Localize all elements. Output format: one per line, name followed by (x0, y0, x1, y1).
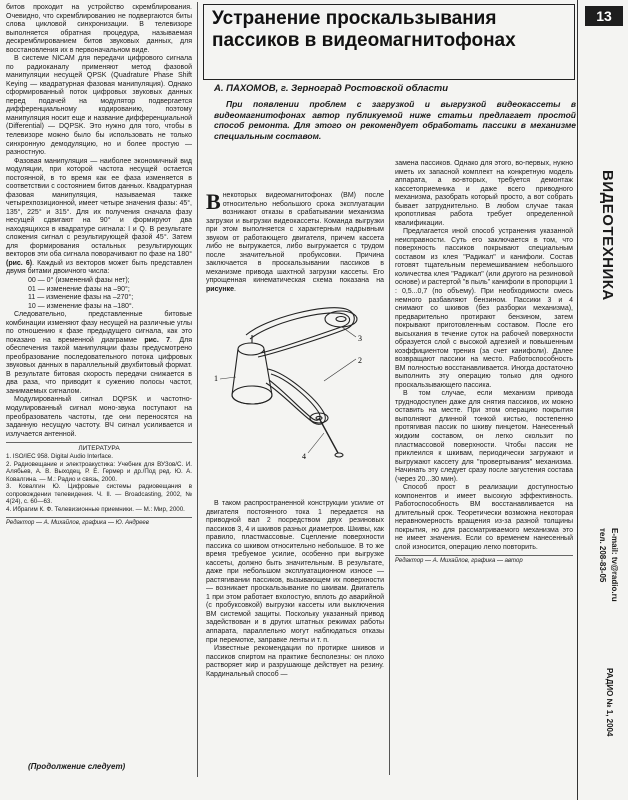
section-label: ВИДЕОТЕХНИКА (599, 170, 616, 301)
issue-label: РАДИО № 1, 2004 (605, 668, 614, 737)
left-paragraph: Модулированный сигнал DQPSK и частотно-модулированный сигнал моно-звука поступают на преобразователь частоты, где они переносятся на заданную несущую частоту. ВЧ сигнал усиливается и излучается антенной. (6, 396, 192, 438)
right-paragraph: В том случае, если механизм привода труднодоступен даже для снятия пассиков, их можно оставить на месте. При этом операцию покрытия выполняют длинной тонкой кистью, постепенно протягивая пассик по шкиву пинцетом. Нанесенный жидким составом, он легко скользит по пластмассовой поверхности. Чтобы пассик не приклеился к шкивам, периодически загружают и выгружают кассету для "провертывания" механизма. Начинать эту следует сразу после загустения состава (через 20...30 мин). (395, 390, 573, 483)
references-heading: ЛИТЕРАТУРА (78, 445, 120, 453)
middle-paragraph: Внекоторых видеомагнитофонах (ВМ) после относительно небольшого срока эксплуатации возникают отказы в срабатывании механизма загрузки и выгрузки видеокассеты. Команда выгрузки при этом выполняется с характерным надрывным звуком от работающего двигателя, причем кассета либо не выгружается, либо выгружается с трудом после значительной пробуксовки. Причина заключается в проскальзывании пассиков в механизме привода шахтной загрузки кассеты. Его упрощенная кинематическая схема показана на рисунке. (206, 189, 384, 293)
divider (6, 517, 192, 518)
article-lead: При появлении проблем с загрузкой и выгрузкой видеокассеты в видеомагнитофонах автор публикуемой ниже статьи предлагает простой способ ремонта. Для этого он рекомендует обработать пассики в механизме специальным составом. (214, 99, 576, 141)
contact-phone: тел. 208-83-05 (598, 528, 607, 583)
column-divider (389, 190, 390, 775)
diagram-svg (206, 283, 386, 498)
reference-item: 3. Ковалгин Ю. Цифровые системы радиовещания в сопровождении телевидения. Ч. II. — Broadcasting, 2002, № 4(24), с. 60—63. (6, 483, 192, 506)
divider (395, 555, 573, 556)
reference-item: 1. ISO/IEC 958. Digital Audio Interface. (6, 453, 113, 461)
article-title: Устранение проскальзывания пассиков в видеомагнитофонах (212, 8, 516, 51)
middle-column (206, 189, 384, 294)
label-4: 4 (302, 452, 306, 461)
right-paragraph: Способ прост в реализации доступностью компонентов и имеет высокую эффективность. Работоспособность ВМ восстанавливается на длительный срок. Теоретически возможна некоторая неравномерность вращения из-за разной толщины покрытия, но для рассматриваемого механизма это не имеет значения. Если со временем нанесенный слой износится, операцию легко повторить. (395, 484, 573, 551)
label-1: 1 (214, 374, 218, 383)
contact-email: E-mail: tv@radio.ru (610, 528, 619, 602)
left-paragraph: В системе NICAM для передачи цифрового сигнала по радиоканалу применяют метод фазовой манипуляции несущей QPSK (Quadrature Phase Shift Keying — квадратурная фазовая манипуляция). Однако сформированный поток цифровых звуковых данных перед подачей на модулятор подвергается дифференциальному кодированию, поэтому манипуляция носит еще и название дифференциальной (Differential) — DQPSK. Это нужно для того, чтобы в телевизоре можно было бы использовать не только синхронную демодуляцию, но и более простую — разностную. (6, 55, 192, 157)
title-box (203, 4, 575, 80)
page-number: 13 (585, 6, 623, 26)
belt-3 (246, 308, 354, 357)
bit-list-item: 11 — изменение фазы на –270°; (28, 294, 134, 302)
middle-column-lower (206, 500, 384, 679)
reference-item: 2. Радиовещание и электроакустика: Учебник для ВУЗов/С. И. Алябьев, А. В. Выходец, Р. Е. Гермер и др./Под ред. Ю. А. Ковалгина. — М.: Радио и связь, 2000. (6, 460, 192, 483)
label-3: 3 (358, 334, 362, 343)
left-paragraph: Фазовая манипуляция — наиболее экономичный вид модуляции, при которой частота несущей остается постоянной, в то время как ее фаза изменяется в соответствии с состоянием битов данных. Квадратурная фазовая манипуляция, называемая также четырехпозиционной, имеет четыре значения фазы: 45°, 135°, 225° и 315°. Для их получения сначала фазу несущей сдвигают на 90° и формируют два находящихся в квадратуре сигнала: I и Q. В результате сложения сигнал с результирующей фазой 45°. Затем для формирования остальных результирующих векторов эти оба сигнала поворачивают по фазе на 180° (рис. 6). Каждый из векторов может быть представлен двумя битами двоичного числа: (6, 157, 192, 276)
bit-list-item: 00 — 0° (изменений фазы нет); (28, 277, 130, 284)
label-2: 2 (358, 356, 362, 365)
editor-credit: Редактор — А. Михайлов, графика — Ю. Андреев (6, 519, 149, 526)
bit-list-item: 10 — изменение фазы на –180°. (28, 302, 134, 310)
left-paragraph: Следовательно, представленные битовые комбинации изменяют фазу несущей на различные углы по отношению к фазе предыдущего сигнала, как это показано на временной диаграмме рис. 7. Для обеспечения такой манипуляции фазы предусмотрено преобразование последовательного потока цифровых звуковых данных в параллельный двухбитовый формат. В результате битовая скорость передачи снижается в два раза, что приводит к сужению полосы частот, занимаемых сигналом. (6, 311, 192, 395)
bit-list-item: 01 — изменение фазы на –90°; (28, 285, 130, 293)
right-paragraph: Предлагается иной способ устранения указанной неисправности. Суть его заключается в том, что поверхность пассиков покрывают специальным составом из клея "Радикал" и канифоли. Состав готовят тщательным перемешиванием небольшого количества клея "Радикал" (или другого на резиновой основе) и растертой "в пыль" канифоли в пропорции 1 : 0,5...0,7 (по объему). При необходимости смесь немного разбавляют бензином. Пассики 3 и 4 снимают со шкивов (без разборки механизма), предварительно протирают бензином, затем покрывают приготовленным составом. После его высыхания в течение суток на рабочей поверхности образуется слой с высокой адгезией и повышенным коэффициентом трения (за счет канифоли). Далее возвращают пассики на место. Работоспособность ВМ полностью восстанавливается. Иногда достаточно выполнить эту операцию только для одного проскальзывающего пассика. (395, 228, 573, 389)
column-divider (197, 2, 198, 777)
article-byline: А. ПАХОМОВ, г. Зерноград Ростовской области (214, 83, 449, 94)
motor-body (232, 349, 272, 404)
middle-paragraph: В таком распространенной конструкции усилие от двигателя постоянного тока 1 передается на приводной вал 2 посредством двух резиновых пассиков 3, 4 и шкивов разных диаметров. Шкивы, как правило, пластмассовые. Сцепление поверхности пассика со шкивом относительно небольшое. В то же время требуемое усилие, особенно при выгрузке кассеты, должно быть значительным. В результате, даже при небольшом эксплуатационном износе — растягивании пассиков, вызывающем их поверхности — возникает проскальзывание по шкивам. Двигатель 1 при этом работает вхолостую, вплоть до аварийной (с пробуксовкой) выгрузки кассеты или выключения ВМ системой защиты. Поскольку указанный привод задействован и в других штатных режимах работы аппарата, параллельно могут наблюдаться отказы при перемотке, заправке ленты и т. п. (206, 500, 384, 644)
divider (6, 442, 192, 443)
drop-cap: В (206, 189, 221, 214)
middle-paragraph: Известные рекомендации по протирке шкивов и пассиков спиртом на практике бесполезны: он плохо растворяет жир и разрушающе действует на резину. Кардинальный способ — (206, 645, 384, 678)
page-sidebar (578, 0, 628, 800)
right-paragraph: замена пассиков. Однако для этого, во-первых, нужно иметь их запасной комплект на конкретную модель аппарата, а во-вторых, требуется демонтаж кассетоприемника и даже всего приводного механизма, разобрать который просто, а вот собрать бывает затруднительно. В любом случае такая кропотливая работа требует определенной квалификации. (395, 160, 573, 227)
right-column (395, 160, 573, 566)
left-paragraph: битов проходит на устройство скремблирования. Очевидно, что скремблированию не подвергаются биты слова цикловой синхронизации. В телевизоре выполняется обратная процедура, называемая дескремблированием битов звуковых данных, для восстановления их в первоначальном виде. (6, 4, 192, 54)
left-column (6, 4, 192, 527)
continued-note: (Продолжение следует) (28, 762, 126, 771)
editor-credit: Редактор — А. Михайлов, графика — автор (395, 558, 523, 565)
reference-item: 4. Ибрагим К. Ф. Телевизионные приемники. — М.: Мир, 2000. (6, 505, 185, 513)
kinematic-diagram (206, 283, 386, 498)
belt-4 (266, 369, 325, 424)
